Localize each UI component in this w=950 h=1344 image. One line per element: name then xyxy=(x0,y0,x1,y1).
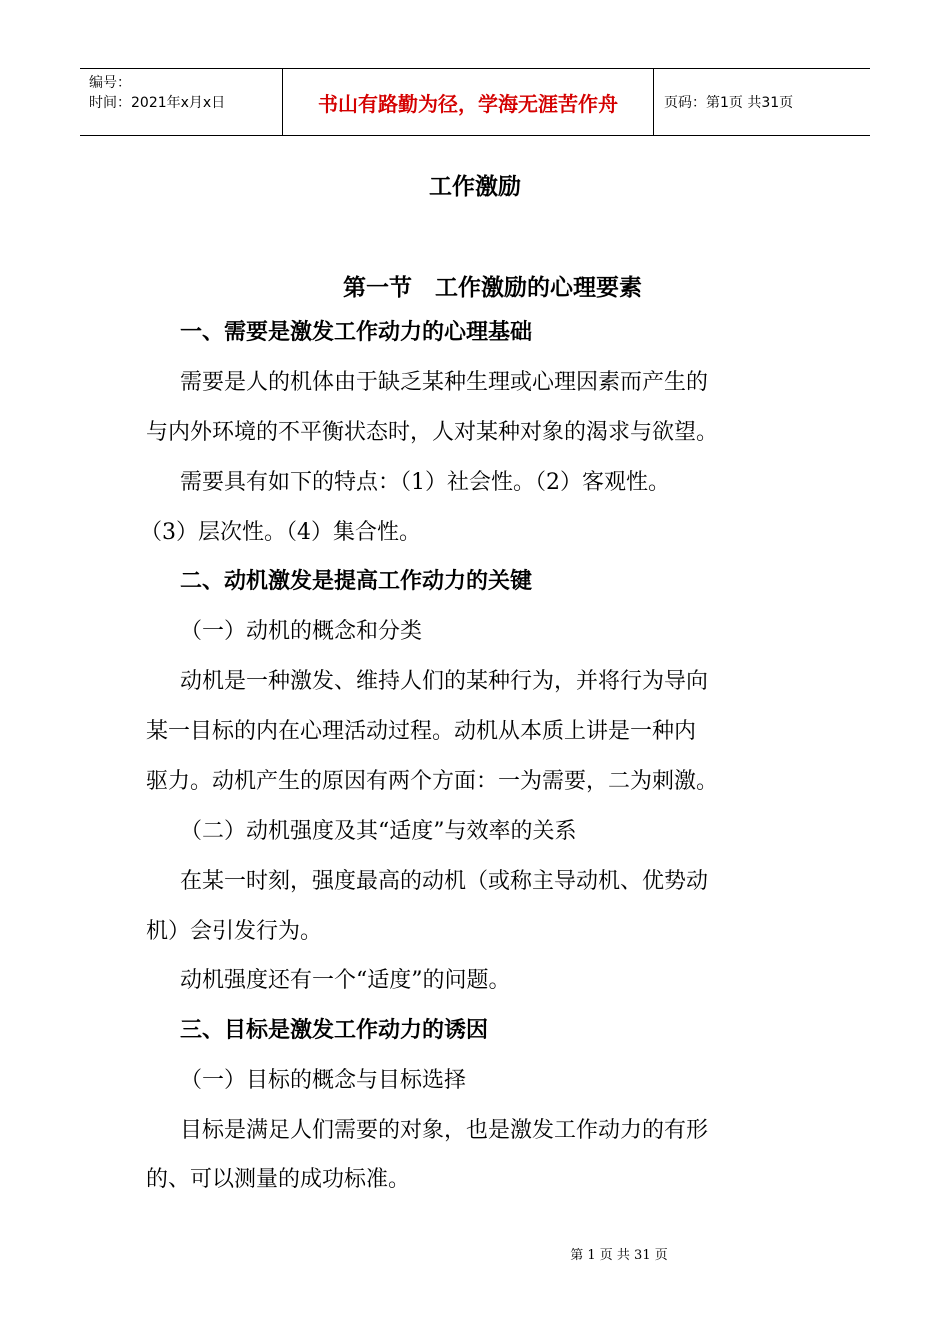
paragraph-line: 需要具有如下的特点：（1）社会性。（2）客观性。 xyxy=(180,470,670,495)
paragraph-line: 某一目标的内在心理活动过程。动机从本质上讲是一种内 xyxy=(146,719,697,744)
header-page-info: 页码：第1页 共31页 xyxy=(664,95,794,111)
section-title: 第一节 工作激励的心理要素 xyxy=(343,275,642,301)
paragraph-line: 与内外环境的不平衡状态时，人对某种对象的渴求与欲望。 xyxy=(146,420,719,445)
header-motto: 书山有路勤为径，学海无涯苦作舟 xyxy=(282,69,654,135)
subheading: （一）动机的概念和分类 xyxy=(180,619,423,644)
heading-3: 三、目标是激发工作动力的诱因 xyxy=(180,1018,489,1043)
paragraph-line: 机）会引发行为。 xyxy=(146,919,323,944)
paragraph-line: 动机强度还有一个“适度”的问题。 xyxy=(180,968,511,993)
paragraph-line: （3）层次性。（4）集合性。 xyxy=(140,520,421,545)
paragraph-line: 动机是一种激发、维持人们的某种行为，并将行为导向 xyxy=(180,669,709,694)
subheading: （一）目标的概念与目标选择 xyxy=(180,1068,467,1093)
paragraph-line: 的、可以测量的成功标准。 xyxy=(146,1167,411,1192)
heading-2: 二、动机激发是提高工作动力的关键 xyxy=(180,569,533,594)
paragraph-line: 需要是人的机体由于缺乏某种生理或心理因素而产生的 xyxy=(180,370,709,395)
page-footer: 第 1 页 共 31 页 xyxy=(570,1248,668,1263)
doc-number-label: 编号： xyxy=(89,75,131,91)
subheading: （二）动机强度及其“适度”与效率的关系 xyxy=(180,819,577,844)
header-meta xyxy=(80,69,282,135)
doc-title: 工作激励 xyxy=(429,174,521,200)
paragraph-line: 在某一时刻，强度最高的动机（或称主导动机、优势动 xyxy=(180,869,709,894)
paragraph-line: 目标是满足人们需要的对象，也是激发工作动力的有形 xyxy=(180,1118,709,1143)
header-table xyxy=(80,68,870,136)
paragraph-line: 驱力。动机产生的原因有两个方面：一为需要，二为刺激。 xyxy=(146,769,719,794)
doc-time-label: 时间：2021年x月x日 xyxy=(89,95,226,111)
heading-1: 一、需要是激发工作动力的心理基础 xyxy=(180,320,533,345)
